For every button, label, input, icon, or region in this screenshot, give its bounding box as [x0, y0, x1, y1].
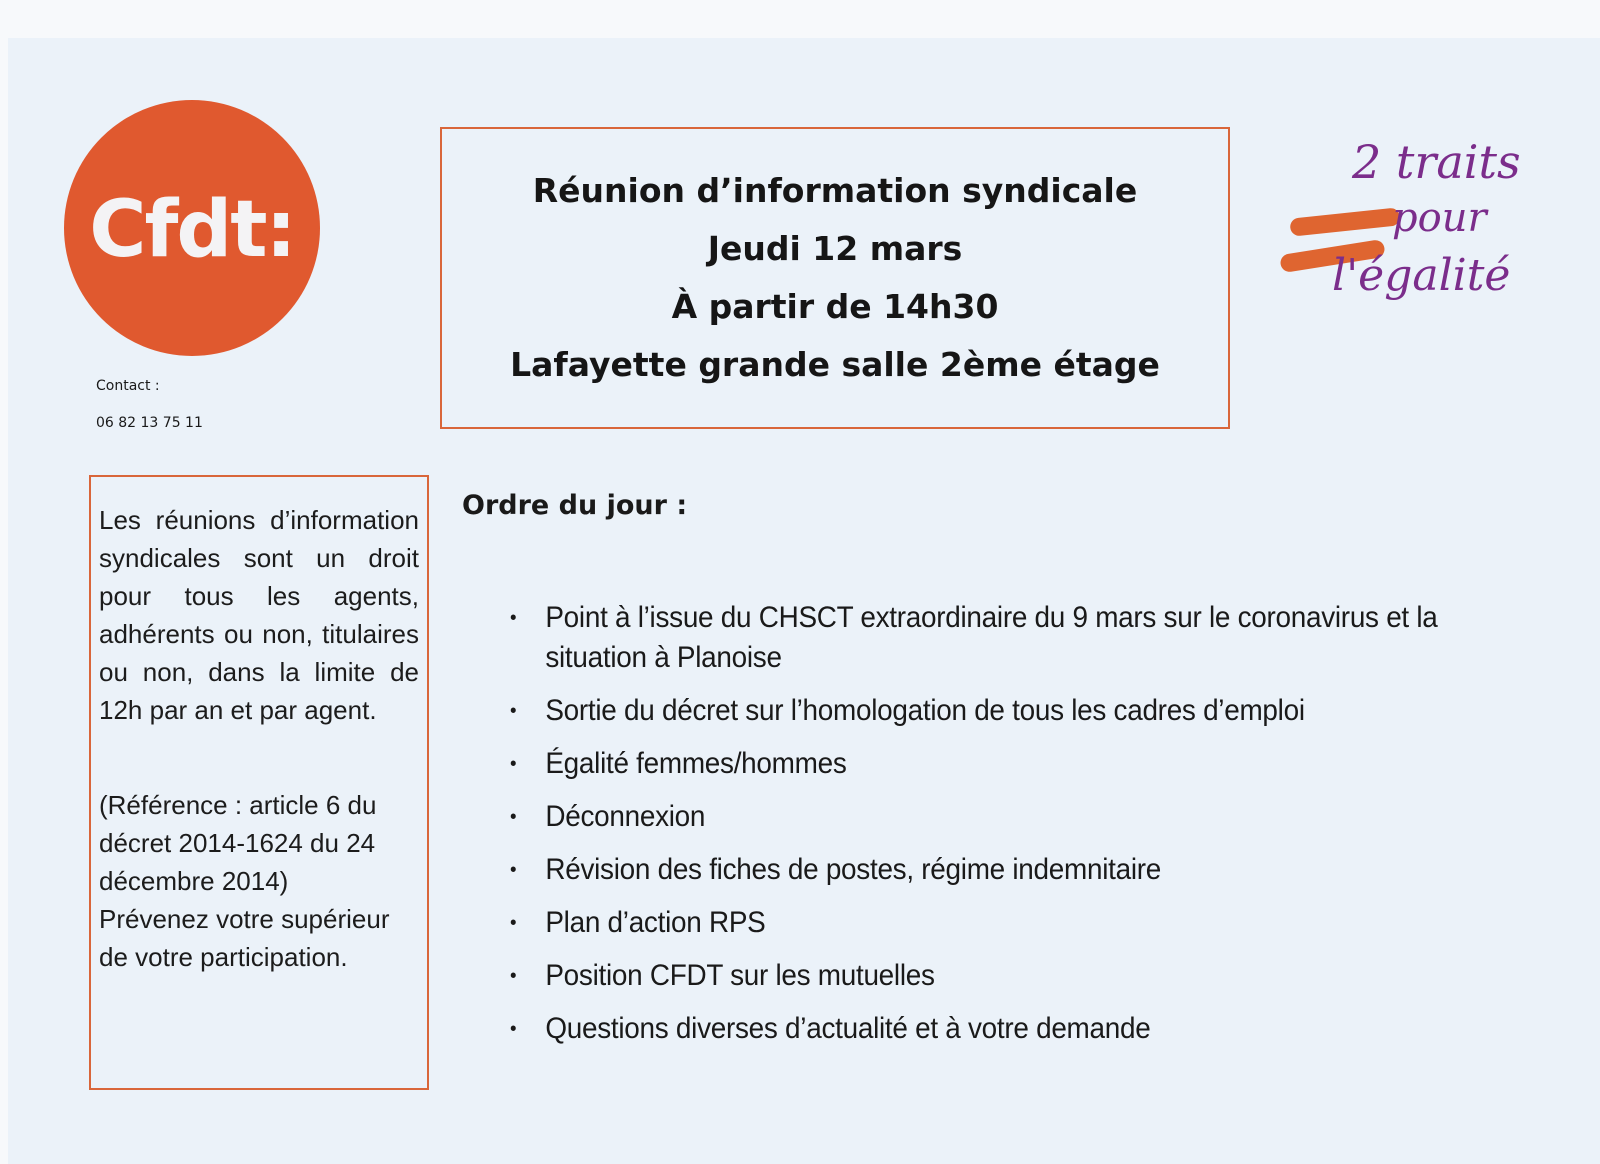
agenda-list — [510, 598, 1510, 1062]
rights-paragraph: Les réunions d’information syndicales sont un droit pour tous les agents, adhérents ou non, titulaires ou non, dans la limite de 12h par an et par agent. — [99, 505, 419, 725]
agenda-item: • Point à l’issue du CHSCT extraordinaire du 9 mars sur le coronavirus et la situation à Planoise — [510, 598, 1440, 678]
bullet-icon: • — [510, 1018, 517, 1040]
meeting-title: Réunion d’information syndicale — [532, 171, 1138, 210]
rights-info-box — [89, 475, 429, 1090]
agenda-item: • Déconnexion — [510, 797, 1440, 837]
meeting-date: Jeudi 12 mars — [707, 229, 963, 268]
agenda-title: Ordre du jour : — [462, 490, 688, 521]
meeting-info-box — [440, 127, 1230, 429]
agenda-item: • Plan d’action RPS — [510, 903, 1440, 943]
agenda-item: • Position CFDT sur les mutuelles — [510, 956, 1440, 996]
bullet-icon: • — [510, 700, 517, 722]
logo-text: Cfdt: — [89, 185, 295, 275]
bullet-icon: • — [510, 607, 517, 629]
bullet-icon: • — [510, 753, 517, 775]
slogan-line-1: 2 traits — [1352, 135, 1521, 189]
equals-stroke-top-icon — [1289, 207, 1400, 236]
bullet-icon: • — [510, 859, 517, 881]
equality-slogan-logo — [1272, 135, 1522, 365]
notify-supervisor-notice: Prévenez votre supérieur de votre participation. — [99, 904, 390, 972]
legal-reference: (Référence : article 6 du décret 2014-1624 du 24 décembre 2014) — [99, 790, 377, 896]
contact-phone: 06 82 13 75 11 — [96, 415, 203, 431]
contact-label: Contact : — [96, 378, 160, 394]
agenda-item: • Égalité femmes/hommes — [510, 744, 1440, 784]
bullet-icon: • — [510, 912, 517, 934]
bullet-icon: • — [510, 965, 517, 987]
slogan-line-2: pour — [1392, 195, 1487, 241]
agenda-item: • Révision des fiches de postes, régime indemnitaire — [510, 850, 1440, 890]
meeting-location: Lafayette grande salle 2ème étage — [510, 345, 1160, 384]
agenda-item: • Questions diverses d’actualité et à votre demande — [510, 1009, 1440, 1049]
bullet-icon: • — [510, 806, 517, 828]
meeting-time: À partir de 14h30 — [671, 287, 999, 326]
agenda-item: • Sortie du décret sur l’homologation de tous les cadres d’emploi — [510, 691, 1440, 731]
slogan-line-3: l'égalité — [1332, 250, 1511, 301]
cfdt-logo — [64, 100, 320, 356]
